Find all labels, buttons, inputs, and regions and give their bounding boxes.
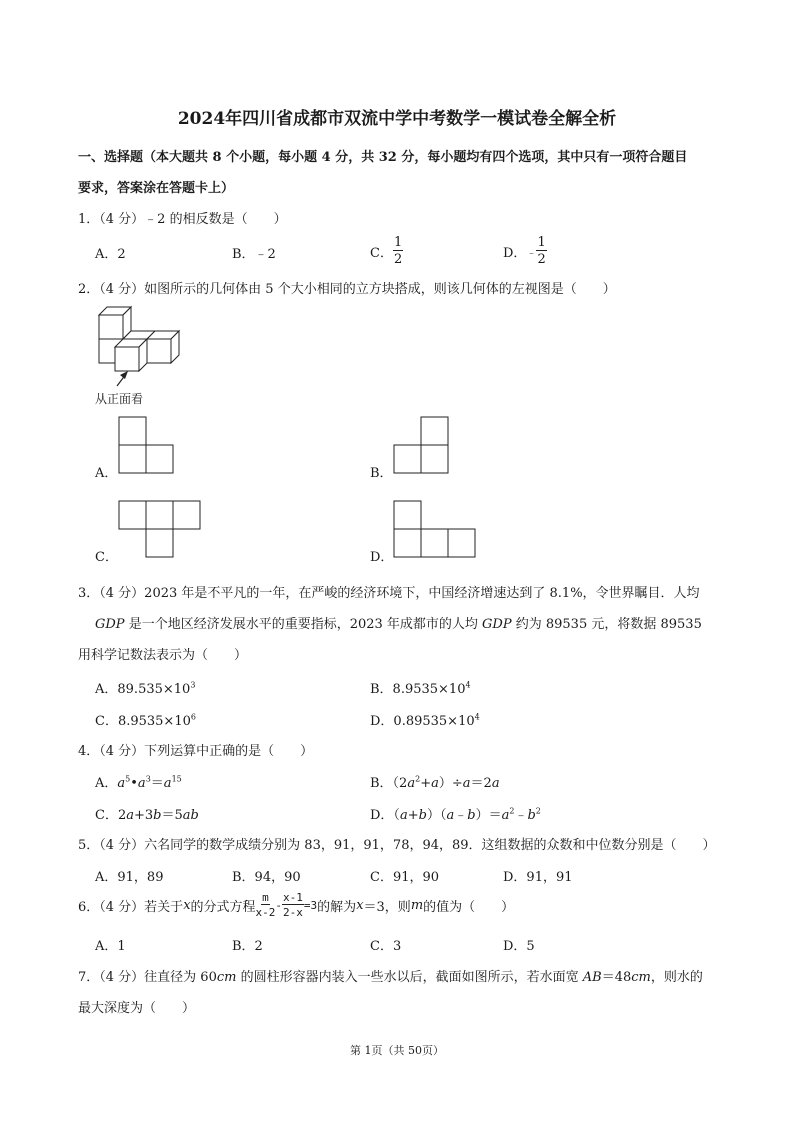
section-heading-line1: 一、选择题（本大题共 8 个小题，每小题 4 分，共 32 分，每小题均有四个选项，其中只有一项符合题目 [78,150,688,165]
q6-f1-numerator: m [262,891,269,904]
question-5-stem: 5．（4 分）六名同学的数学成绩分别为 83，91，91，78，94，89．这组数据的众数和中位数分别是（ ） [78,838,716,853]
q6-f1-denominator: x-2 [255,906,276,919]
q4-d-mid: ）（ [426,808,447,823]
q1-c-numerator: 1 [393,235,403,250]
q4-a-prefix: A． [95,776,118,791]
q4-b-plus: + [420,776,432,791]
q4-c-prefix: C．2 [95,808,127,823]
q4-b-var: a [462,776,471,791]
q1-d-numerator: 1 [537,235,546,250]
q7-unit: cm [216,970,237,985]
q6-minus: - [275,898,283,912]
q4-option-d [370,804,541,823]
cube-front-face [147,339,171,363]
question-3-line3: 用科学记数法表示为（ ） [78,648,248,663]
q3-option-d [370,710,480,729]
q1-c-denominator: 2 [393,252,403,267]
q2-option-b-figure [394,417,454,477]
q4-c-var: ab [182,808,199,823]
view-direction-arrow [117,371,128,386]
q4-d-minus: ﹣ [514,808,528,823]
q4-d-prefix: D．（ [370,808,400,823]
question-7-line2: 最大深度为（ ） [78,1001,196,1016]
q5-option-b: B．94，90 [232,870,301,885]
q4-option-c [95,804,199,823]
q3-option-a-exponent: 3 [190,680,196,690]
q1-option-d-label: D． [503,245,527,261]
q7-text: 的圆柱形容器内装入一些水以后，截面如图所示，若水面宽 [236,970,583,985]
q2-option-c-label: C． [95,550,118,565]
q4-option-a [95,772,182,791]
question-3-line1: 3．（4 分）2023 年是不平凡的一年，在严峻的经济环境下，中国经济增速达到了 8.1%，令世界瞩目．人均 [78,586,700,601]
section-heading-line2: 要求，答案涂在答题卡上） [78,181,235,196]
q7-segment-ab: AB [582,970,602,985]
q3-option-b-text: B．8.9535×10 [370,682,466,697]
q4-b-prefix: B．（2 [370,776,408,791]
q6-option-c: C．3 [370,939,402,954]
q4-b-exp: 2 [415,774,421,784]
q4-d-equals: ）＝ [475,808,502,823]
q6-var-m: m [410,897,424,913]
q6-option-b: B．2 [232,939,263,954]
view-direction-label: 从正面看 [95,392,144,406]
q4-a-var: a [137,776,146,791]
q4-b-var: a [431,776,439,791]
question-4-stem: 4．（4 分）下列运算中正确的是（ ） [78,744,314,759]
cube-front-face [115,347,139,371]
q4-c-plus: +3 [133,808,154,823]
question-7-line1 [78,966,703,985]
page-footer: 第 1页（共 50页） [350,1044,444,1057]
q1-d-denominator: 2 [537,252,546,267]
q1-option-c [370,236,403,266]
q1-option-d [503,236,547,266]
q4-d-var: a [501,808,510,823]
q3-gdp-term: GDP [482,617,512,632]
q1-option-d-sign: ﹣ [526,247,537,259]
q6-prefix: 6．（4 分）若关于 [78,899,184,915]
q5-option-c: C．91，90 [370,870,440,885]
q7-prefix: 7．（4 分）往直径为 60 [78,970,217,985]
q6-text: ＝3，则 [363,899,411,915]
q3-option-a-text: A．89.535×10 [95,682,191,697]
q2-option-a-figure [119,417,179,477]
q3-option-b [370,678,471,697]
cube-solid-figure [93,302,203,392]
q3-option-c-text: C．8.9535×10 [95,714,191,729]
q4-c-var: a [126,808,134,823]
q4-d-minus: ﹣ [454,808,468,823]
q3-option-c-exponent: 6 [190,712,196,722]
q5-option-a: A．91，89 [95,870,164,885]
q3-option-a [95,678,195,697]
question-1-stem: 1．（4 分）﹣2 的相反数是（ ） [78,212,287,227]
q4-d-exp: 2 [509,806,515,816]
q6-var-x: x [356,897,364,913]
q4-d-var: a [446,808,455,823]
q4-c-var: b [153,808,162,823]
q4-d-var: b [467,808,476,823]
q6-option-a: A．1 [95,939,126,954]
q4-a-equals: ＝ [150,776,164,791]
q1-option-a: A．2 [95,247,126,262]
question-3-line2 [95,613,702,632]
q4-d-var: b [418,808,427,823]
q4-a-exp: 3 [145,774,151,784]
q3-option-d-text: D．0.89535×10 [370,714,475,729]
q1-option-b: B．﹣2 [232,247,276,262]
q4-a-var: a [117,776,126,791]
q3-option-c [95,710,196,729]
q2-option-d-figure [394,501,479,561]
q6-f2-denominator: 2-x [283,906,303,919]
q5-option-d: D．91，91 [503,870,573,885]
q6-f2-numerator: x-1 [283,891,303,904]
q4-d-plus: + [407,808,419,823]
q4-option-b [370,772,500,791]
q4-a-exp: 15 [171,774,182,784]
q4-a-var: a [163,776,172,791]
q4-d-exp: 2 [535,806,541,816]
q6-text: 的值为（ ） [423,899,515,915]
q3-option-b-exponent: 4 [465,680,471,690]
q6-fraction-2 [282,892,304,918]
q6-option-d: D．5 [503,939,535,954]
q2-option-c-figure [119,501,204,561]
q4-c-equals: ＝5 [161,808,183,823]
q3-line2-middle: 是一个地区经济发展水平的重要指标，2023 年成都市的人均 [124,617,483,632]
q4-b-equals: ＝2 [470,776,492,791]
q6-var-x: x [183,897,191,913]
q1-option-d-fraction [536,236,546,266]
q7-text-end: ，则水的 [650,970,703,985]
q4-a-exp: 5 [125,774,131,784]
q6-fraction-1 [256,892,276,918]
q6-text: 的分式方程 [190,899,256,915]
q4-b-var: a [491,776,500,791]
cube-front-face [99,315,123,339]
q3-option-d-exponent: 4 [474,712,480,722]
q4-b-divide: ）÷ [438,776,463,791]
q1-option-c-fraction [393,236,403,266]
q2-option-b-label: B． [370,466,393,481]
q6-equals: =3 [303,898,318,912]
q2-option-d-label: D． [370,550,394,565]
q4-a-dot: • [130,776,138,791]
page-title: 2024年四川省成都市双流中学中考数学一模试卷全解全析 [177,109,617,129]
q4-d-var: b [527,808,536,823]
q1-option-c-label: C． [370,245,393,261]
q2-option-a-label: A． [95,466,118,481]
q7-value: ＝48 [601,970,632,985]
q7-unit: cm [631,970,651,985]
q3-gdp-term: GDP [95,617,125,632]
q3-line2-end: 约为 89535 元，将数据 89535 [511,617,702,632]
q4-d-var: a [399,808,408,823]
q6-text: 的解为 [317,899,357,915]
q4-b-var: a [407,776,416,791]
question-2-stem: 2．（4 分）如图所示的几何体由 5 个大小相同的立方块搭成，则该几何体的左视图是（ ） [78,282,616,297]
question-6-stem [78,889,514,921]
